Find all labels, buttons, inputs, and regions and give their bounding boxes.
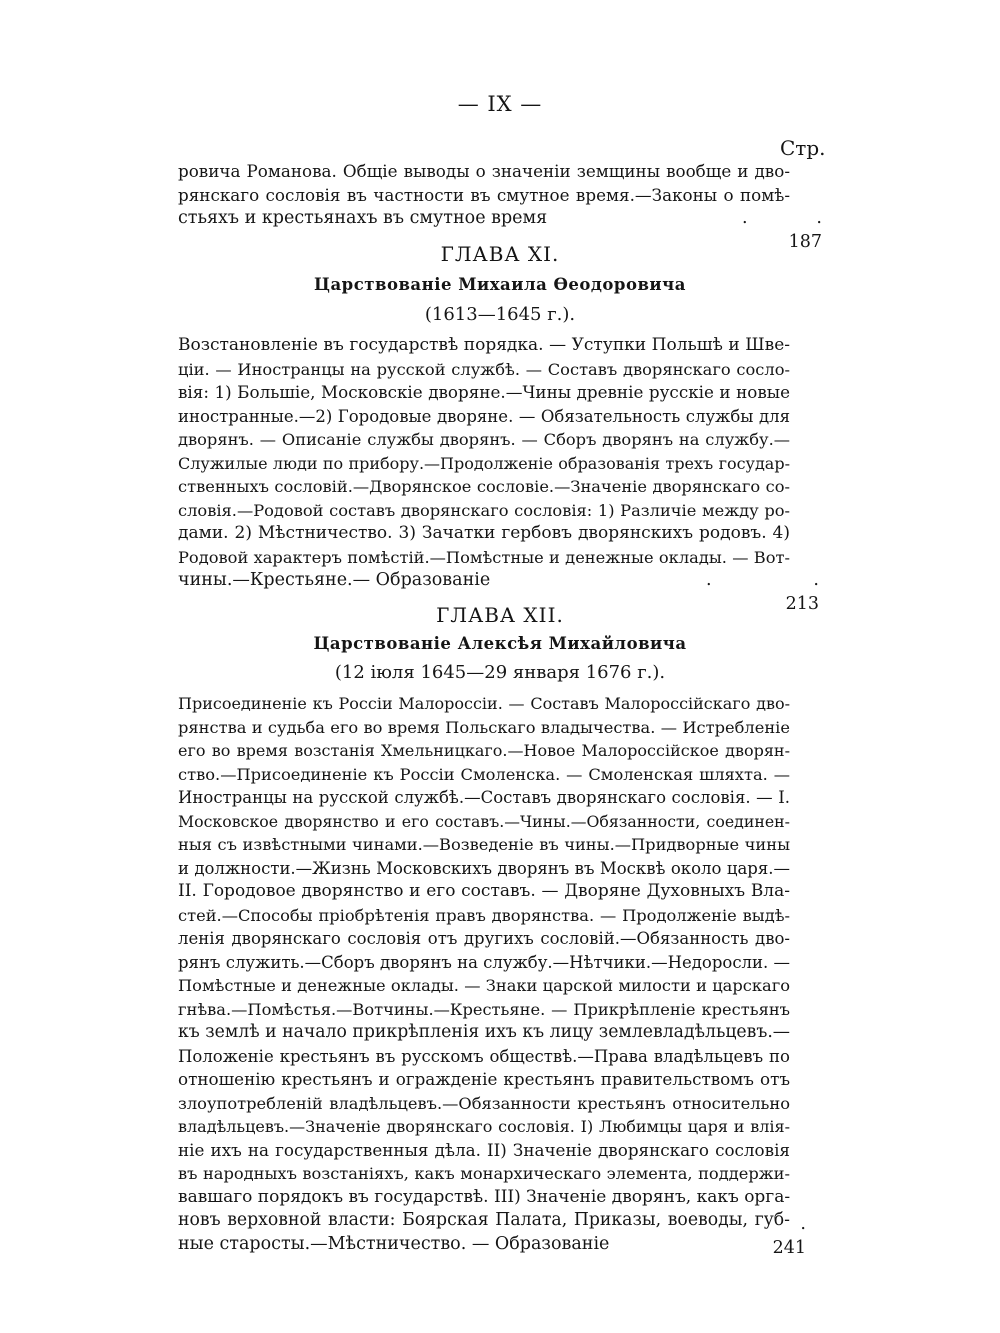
pages-column-label: Стр. <box>780 136 826 160</box>
chapter-12-line: ніе ихъ на государственныя дѣла. II) Значеніе дворянскаго сословія <box>178 1139 790 1160</box>
chapter-12-line: ство.—Присоединеніе къ Россіи Смоленска. — Смоленская шляхта. — <box>178 764 790 784</box>
chapter-11-page-ref: . 213 <box>785 570 819 614</box>
chapter-12-page-ref: . 241 <box>772 1214 806 1258</box>
chapter-12-line: въ народныхъ возстаніяхъ, какъ монархическаго элемента, поддержи- <box>178 1164 790 1183</box>
chapter-12-line: Присоединеніе къ Россіи Малороссіи. — Составъ Малороссійскаго дво- <box>178 694 790 713</box>
chapter-12-line: гнѣва.—Помѣстья.—Вотчины.—Крестьяне. — Прикрѣпленіе крестьянъ <box>178 999 790 1019</box>
chapter-11-line: дворянъ. — Описаніе службы дворянъ. — Сборъ дворянъ на службу.— <box>178 430 790 449</box>
chapter-12-line: стей.—Способы пріобрѣтенія правъ дворянства. — Продолженіе выдѣ- <box>178 905 790 925</box>
intro-line: стьяхъ и крестьянахъ въ смутное время <box>178 208 548 228</box>
chapter-12-line: злоупотребленій владѣльцевъ.—Обязанности крестьянъ относительно <box>178 1093 790 1113</box>
chapter-12-line: Помѣстные и денежные оклады. — Знаки царской милости и царскаго <box>178 976 790 995</box>
chapter-12-dates: (12 іюля 1645—29 января 1676 г.). <box>334 662 666 683</box>
chapter-11-line: ціи. — Иностранцы на русской службѣ. — Составъ дворянскаго сосло- <box>178 359 790 379</box>
intro-dots: . <box>742 208 748 228</box>
chapter-11-line: чины.—Крестьяне.— Образованіе <box>178 570 491 590</box>
chapter-12-line: отношенію крестьянъ и огражденіе крестьянъ правительствомъ отъ <box>178 1069 790 1089</box>
chapter-12-line: его во время возстанія Хмельницкаго.—Новое Малороссійское дворян- <box>178 741 790 760</box>
intro-line: рянскаго сословія въ частности въ смутное время.—Законы о помѣ- <box>178 184 790 205</box>
chapter-11-dates: (1613—1645 г.). <box>424 304 576 325</box>
chapter-12-title: ГЛАВА XII. <box>436 603 564 627</box>
chapter-12-line: ные старосты.—Мѣстничество. — Образованіе <box>178 1233 610 1254</box>
chapter-12-line: владѣльцевъ.—Значеніе дворянскаго сословія. I) Любимцы царя и влія- <box>178 1117 790 1136</box>
chapter-11-contents <box>178 334 790 593</box>
chapter-12-reign: Царствованіе Алексѣя Михайловича <box>313 634 687 653</box>
chapter-12-line: II. Городовое дворянство и его составъ. — Дворяне Духовныхъ Вла- <box>178 881 790 901</box>
chapter-12-line: Иностранцы на русской службѣ.—Составъ дворянскаго сословія. — I. <box>178 788 790 807</box>
chapter-12-line: къ землѣ и начало прикрѣпленія ихъ къ лицу землевладѣльцевъ.— <box>178 1022 791 1042</box>
chapter-11-line: Служилые люди по прибору.—Продолженіе образованія трехъ государ- <box>178 453 790 473</box>
chapter-12-line: рянъ служить.—Сборъ дворянъ на службу.—Нѣтчики.—Недоросли. — <box>178 952 791 972</box>
intro-page-ref: . 187 <box>788 208 822 252</box>
chapter-11-line: Возстановленіе въ государствѣ порядка. — Уступки Польшѣ и Шве- <box>178 335 790 355</box>
chapter-11-line: словія.—Родовой составъ дворянскаго сословія: 1) Различіе между ро- <box>178 500 790 520</box>
chapter-11-line: Родовой характеръ помѣстій.—Помѣстные и денежные оклады. — Вот- <box>178 547 790 567</box>
chapter-11-line: дами. 2) Мѣстничество. 3) Зачатки гербовъ дворянскихъ родовъ. 4) <box>178 523 790 543</box>
chapter-12-line: вавшаго порядокъ въ государствѣ. III) Значеніе дворянъ, какъ орга- <box>178 1186 791 1207</box>
chapter-11-line: вія: 1) Большіе, Московскіе дворяне.—Чины древніе русскіе и новые <box>178 382 790 402</box>
intro-entry <box>178 160 790 231</box>
chapter-12-line: и должности.—Жизнь Московскихъ дворянъ въ Москвѣ около царя.— <box>178 858 790 878</box>
chapter-11-line: ственныхъ сословій.—Дворянское сословіе.—Значеніе дворянскаго со- <box>178 477 790 496</box>
chapter-12-line: ныя съ извѣстными чинами.—Возведеніе въ чины.—Придворные чины <box>178 835 790 854</box>
chapter-11-dots: . <box>706 570 712 590</box>
page-number: — IX — <box>457 92 543 116</box>
chapter-12-line: Положеніе крестьянъ въ русскомъ обществѣ.—Права владѣльцевъ по <box>178 1046 790 1066</box>
chapter-11-title: ГЛАВА XI. <box>440 242 560 266</box>
chapter-12-line: ленія дворянскаго сословія отъ другихъ сословій.—Обязанность дво- <box>178 929 790 948</box>
intro-line: ровича Романова. Общіе выводы о значеніи земщины вообще и дво- <box>178 161 790 181</box>
chapter-12-line: Московское дворянство и его составъ.—Чины.—Обязанности, соединен- <box>178 811 790 831</box>
chapter-11-line: иностранные.—2) Городовые дворяне. — Обязательность службы для <box>178 406 790 426</box>
chapter-11-reign: Царствованіе Михаила Ѳеодоровича <box>314 275 686 294</box>
chapter-12-line: рянства и судьба его во время Польскаго владычества. — Истребленіе <box>178 717 790 737</box>
chapter-12-contents <box>178 692 790 1256</box>
chapter-12-line: новъ верховной власти: Боярская Палата, Приказы, воеводы, губ- <box>178 1210 790 1230</box>
